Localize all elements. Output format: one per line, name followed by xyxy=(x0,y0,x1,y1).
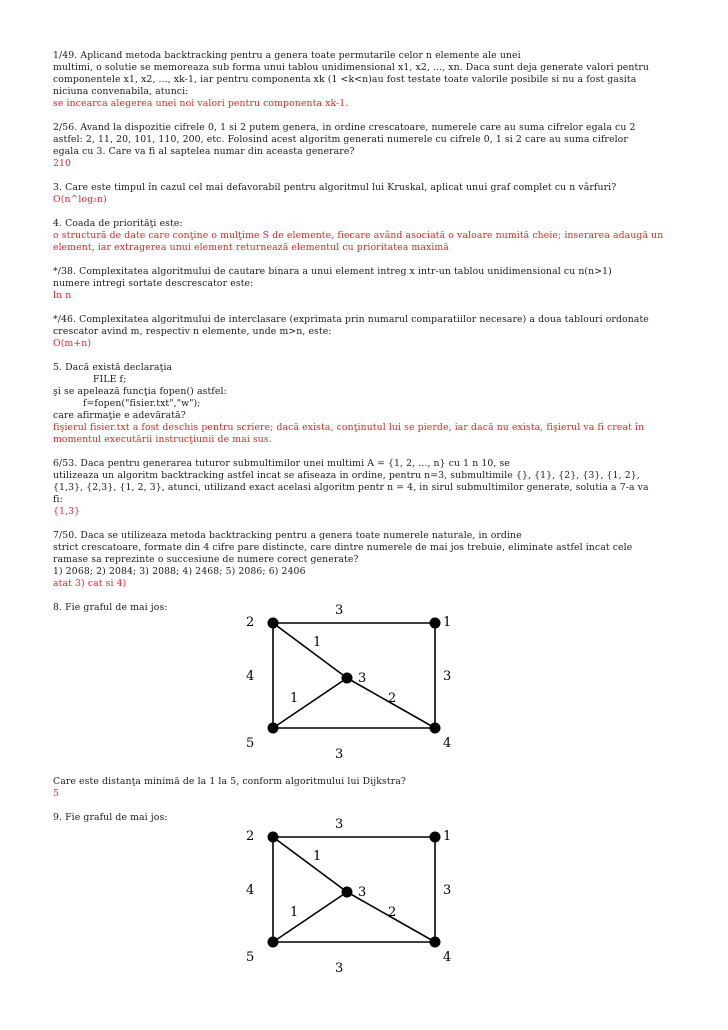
question-text: astfel: 2, 11, 20, 101, 110, 200, etc. Folosind acest algoritm generati numerele cu cifrele 0, 1 si 2 care au suma cifrelor xyxy=(53,134,628,145)
document-page xyxy=(53,50,678,626)
question-6 xyxy=(53,458,678,518)
answer-text: {1,3} xyxy=(53,506,81,517)
edge-weight: 2 xyxy=(388,691,397,706)
question-text: 1/49. Aplicand metoda backtracking pentru a genera toate permutarile celor n elemente ale unei xyxy=(53,50,521,61)
graph-node xyxy=(430,618,441,629)
node-label: 4 xyxy=(443,736,452,751)
question-38 xyxy=(53,266,678,302)
answer-text: O(n^log₂n) xyxy=(53,194,107,205)
node-label: 2 xyxy=(246,615,255,630)
graph-node xyxy=(430,723,441,734)
question-text: 4. Coada de priorităţi este: xyxy=(53,218,183,229)
answer-text: fişierul fisier.txt a fost deschis pentru scriere; dacă exista, conţinutul lui se pierde, iar dacă nu exista, fişierul va fi creat în xyxy=(53,422,645,433)
question-7 xyxy=(53,530,678,590)
question-2 xyxy=(53,122,678,170)
graph-diagram-2 xyxy=(235,812,465,982)
graph-node xyxy=(268,832,279,843)
question-text: */38. Complexitatea algoritmului de cautare binara a unui element intreg x intr-un tablou unidimensional cu n(n>1) xyxy=(53,266,612,277)
edge-weight: 3 xyxy=(335,603,344,618)
question-text: care afirmaţie e adevărată? xyxy=(53,410,186,421)
node-label: 2 xyxy=(246,829,255,844)
answer-text: element, iar extragerea unui element returnează elementul cu prioritatea maximă xyxy=(53,242,449,253)
answer-text: o structură de date care conţine o mulţime S de elemente, fiecare având asociată o valoare numită cheie; inserarea adaugă un xyxy=(53,230,664,241)
question-text: Care este distanţa minimă de la 1 la 5, conform algoritmului lui Dijkstra? xyxy=(53,776,406,787)
question-text: şi se apelează funcţia fopen() astfel: xyxy=(53,386,227,397)
edge-weight: 4 xyxy=(246,883,255,898)
question-text: niciuna convenabila, atunci: xyxy=(53,86,189,97)
edge-weight: 3 xyxy=(443,669,452,684)
node-label: 5 xyxy=(246,736,255,751)
graph-node xyxy=(342,887,353,898)
graph-node xyxy=(268,937,279,948)
graph-node xyxy=(268,618,279,629)
question-5 xyxy=(53,362,678,446)
question-text: componentele x1, x2, ..., xk-1, iar pentru componenta xk (1 <k<n)au fost testate toate valorile posibile si nu a fost gasita xyxy=(53,74,637,85)
question-text: crescator avind m, respectiv n elemente, unde m>n, este: xyxy=(53,326,332,337)
node-label: 1 xyxy=(443,829,452,844)
question-text: {1,3}, {2,3}, {1, 2, 3}, atunci, utilizand exact acelasi algoritm pentr n = 4, in sirul submultimilor generate, solutia a 7-a va xyxy=(53,482,649,493)
graph-node xyxy=(342,673,353,684)
question-text: fi: xyxy=(53,494,63,505)
answer-text: se incearca alegerea unei noi valori pentru componenta xk-1. xyxy=(53,98,349,109)
question-3 xyxy=(53,182,678,206)
node-label: 1 xyxy=(443,615,452,630)
graph-edge xyxy=(273,837,347,892)
edge-weight: 3 xyxy=(335,747,344,762)
question-text: egala cu 3. Care va fi al saptelea numar din aceasta generare? xyxy=(53,146,355,157)
node-label: 4 xyxy=(443,950,452,965)
edge-weight: 1 xyxy=(290,905,299,920)
node-label: 3 xyxy=(358,671,367,686)
question-text: strict crescatoare, formate din 4 cifre pare distincte, care dintre numerele de mai jos trebuie, eliminate astfel incat cele xyxy=(53,542,633,553)
graph-node xyxy=(430,937,441,948)
question-46 xyxy=(53,314,678,350)
graph-edge xyxy=(273,623,347,678)
question-text: utilizeaza un algoritm backtracking astfel incat se afiseaza in ordine, pentru n=3, submultimile {}, {1}, {2}, {3}, {1, 2}, xyxy=(53,470,640,481)
answer-text: momentul executării instrucţiunii de mai sus. xyxy=(53,434,272,445)
question-text: 9. Fie graful de mai jos: xyxy=(53,812,168,823)
edge-weight: 1 xyxy=(290,691,299,706)
question-text: 3. Care este timpul în cazul cel mai defavorabil pentru algoritmul lui Kruskal, aplicat unui graf complet cu n vârfuri? xyxy=(53,182,617,193)
question-text: */46. Complexitatea algoritmului de interclasare (exprimata prin numarul comparatiilor necesare) a doua tablouri ordonate xyxy=(53,314,649,325)
graph-edge xyxy=(273,892,347,942)
graph-node xyxy=(430,832,441,843)
question-text: multimi, o solutie se memoreaza sub forma unui tablou unidimensional x1, x2, ..., xn. Daca sunt deja generate valori pentru xyxy=(53,62,649,73)
question-4 xyxy=(53,218,678,254)
edge-weight: 2 xyxy=(388,905,397,920)
node-label: 5 xyxy=(246,950,255,965)
edge-weight: 3 xyxy=(335,817,344,832)
question-1 xyxy=(53,50,678,110)
answer-text: atat 3) cat si 4) xyxy=(53,578,127,589)
answer-text: O(m+n) xyxy=(53,338,92,349)
node-label: 3 xyxy=(358,885,367,900)
question-text: 8. Fie graful de mai jos: xyxy=(53,602,168,613)
edge-weight: 3 xyxy=(335,961,344,976)
graph-edge xyxy=(273,678,347,728)
answer-text: ln n xyxy=(53,290,72,301)
question-text: 1) 2068; 2) 2084; 3) 2088; 4) 2468; 5) 2086; 6) 2406 xyxy=(53,566,306,577)
code-line: FILE f; xyxy=(93,374,127,385)
question-text: ramase sa reprezinte o succesiune de numere corect generate? xyxy=(53,554,359,565)
edge-weight: 4 xyxy=(246,669,255,684)
question-text: 5. Dacă există declaraţia xyxy=(53,362,173,373)
question-text: 6/53. Daca pentru generarea tuturor submultimilor unei multimi A = {1, 2, ..., n} cu 1 n 10, se xyxy=(53,458,510,469)
graph-diagram-1 xyxy=(235,598,465,768)
answer-text: 5 xyxy=(53,788,60,799)
question-text: 7/50. Daca se utilizeaza metoda backtracking pentru a genera toate numerele naturale, in ordine xyxy=(53,530,522,541)
graph-node xyxy=(268,723,279,734)
answer-text: 210 xyxy=(53,158,72,169)
question-text: 2/56. Avand la dispozitie cifrele 0, 1 si 2 putem genera, in ordine crescatoare, numerele care au suma cifrelor egala cu 2 xyxy=(53,122,636,133)
question-text: numere intregi sortate descrescator este: xyxy=(53,278,254,289)
edge-weight: 1 xyxy=(313,849,322,864)
code-line: f=fopen("fisier.txt","w"); xyxy=(83,398,201,409)
edge-weight: 3 xyxy=(443,883,452,898)
edge-weight: 1 xyxy=(313,635,322,650)
